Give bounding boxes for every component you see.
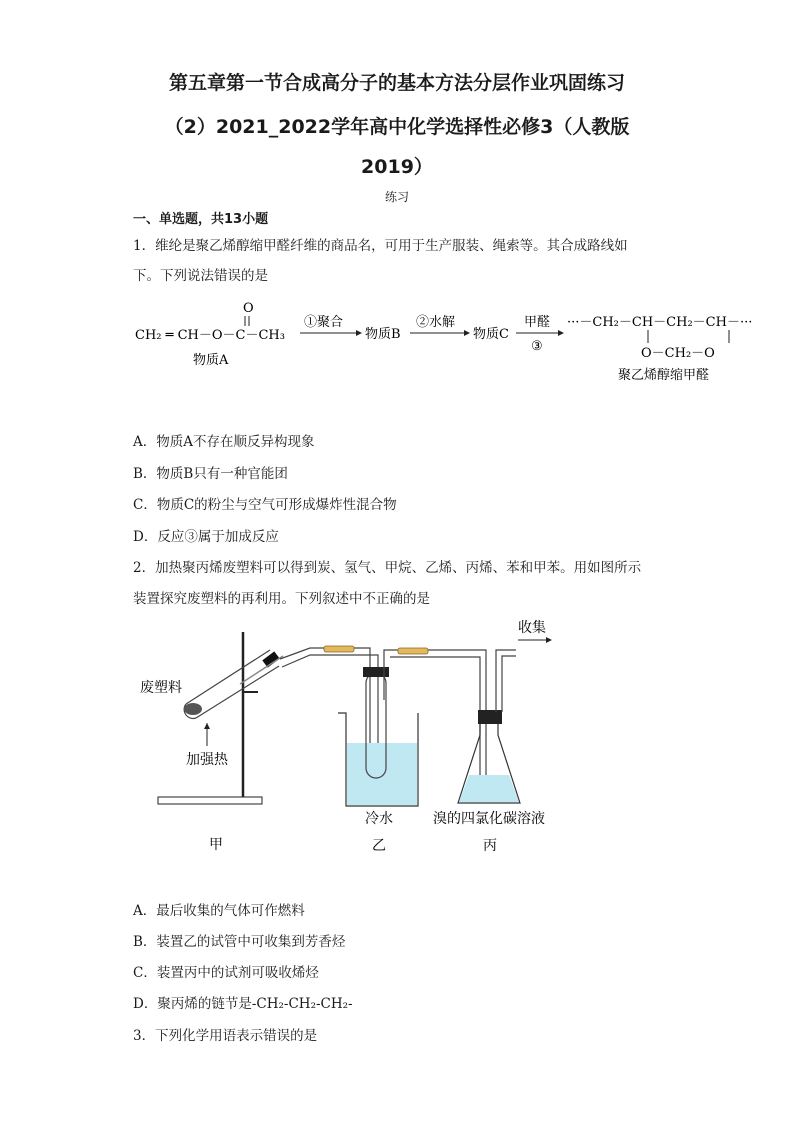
- q1-stem-line-2: 下。下列说法错误的是: [133, 268, 268, 284]
- stopper-jia: [265, 655, 277, 664]
- title-line-1: 第五章第一节合成高分子的基本方法分层作业巩固练习: [168, 72, 625, 94]
- product-ring: O－CH₂－O: [641, 346, 715, 361]
- rubber-tube-1: [324, 646, 354, 652]
- q1-option-b: B．物质B只有一种官能团: [133, 466, 288, 482]
- inner-tube: [240, 656, 283, 684]
- stopper-bing: [478, 710, 502, 724]
- step-2-label: ②水解: [416, 315, 456, 330]
- cold-water: [347, 743, 417, 805]
- substance-c: 物质C: [473, 327, 509, 342]
- substance-b: 物质B: [365, 327, 401, 342]
- section-heading: 一、单选题，共13小题: [133, 212, 269, 227]
- collect-label: 收集: [518, 620, 546, 636]
- cold-water-label: 冷水: [365, 811, 393, 827]
- label-yi: 乙: [372, 838, 386, 854]
- subtitle: 练习: [384, 190, 409, 204]
- step-3-number: ③: [531, 339, 543, 354]
- waste-plastic-pieces: [184, 703, 202, 715]
- heat-label: 加强热: [186, 752, 228, 768]
- q2-stem-line-1: 2．加热聚丙烯废塑料可以得到炭、氢气、甲烷、乙烯、丙烯、苯和甲苯。用如图所示: [133, 560, 642, 576]
- step-3-reagent: 甲醛: [524, 315, 551, 330]
- title-line-3: 2019）: [361, 156, 433, 178]
- label-jia: 甲: [209, 837, 223, 853]
- carbonyl-oxygen: O: [243, 301, 254, 316]
- stopper-yi: [363, 667, 389, 677]
- product-chain: ···－CH₂－CH－CH₂－CH－···: [567, 315, 753, 330]
- label-bing: 丙: [483, 838, 497, 854]
- q1-option-d: D．反应③属于加成反应: [133, 529, 279, 545]
- q1-option-a: A．物质A不存在顺反异构现象: [133, 434, 315, 450]
- q3-stem: 3．下列化学用语表示错误的是: [133, 1028, 318, 1044]
- q2-option-b: B．装置乙的试管中可收集到芳香烃: [133, 934, 346, 950]
- q2-stem-line-2: 装置探究废塑料的再利用。下列叙述中不正确的是: [133, 591, 430, 607]
- stand-base: [158, 797, 262, 804]
- q2-option-a: A．最后收集的气体可作燃料: [133, 903, 305, 919]
- step-1-label: ①聚合: [304, 315, 344, 330]
- q1-option-c: C．物质C的粉尘与空气可形成爆炸性混合物: [133, 497, 397, 513]
- rubber-tube-2: [398, 648, 428, 654]
- q2-option-d: D．聚丙烯的链节是-CH₂-CH₂-CH₂-: [133, 996, 353, 1012]
- bromine-solution: [459, 775, 519, 802]
- reactant-formula: CH₂ ═ CH－O－C－CH₃: [135, 328, 285, 343]
- product-name: 聚乙烯醇缩甲醛: [618, 368, 710, 383]
- outlet-tube: [496, 650, 516, 712]
- bromine-solution-label: 溴的四氯化碳溶液: [433, 811, 545, 827]
- waste-plastic-label: 废塑料: [140, 680, 182, 696]
- reactant-name: 物质A: [193, 353, 229, 368]
- q1-stem-line-1: 1．维纶是聚乙烯醇缩甲醛纤维的商品名，可用于生产服装、绳索等。其合成路线如: [133, 238, 628, 254]
- q2-option-c: C．装置丙中的试剂可吸收烯烃: [133, 965, 319, 981]
- title-line-2: （2）2021_2022学年高中化学选择性必修3（人教版: [164, 116, 630, 138]
